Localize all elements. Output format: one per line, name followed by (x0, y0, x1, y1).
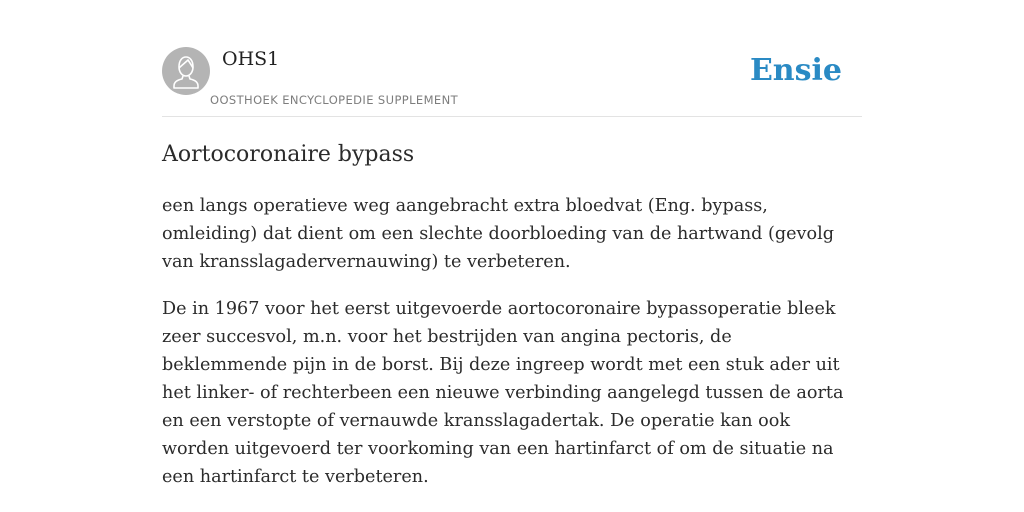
source-name[interactable]: OOSTHOEK ENCYCLOPEDIE SUPPLEMENT (210, 93, 459, 107)
user-avatar-icon[interactable] (162, 47, 210, 95)
article-paragraph: De in 1967 voor het eerst uitgevoerde aortocoronaire bypassoperatie bleek zeer succesvol, m.n. voor het bestrijden van angina pectoris, de beklemmende pijn in de borst. Bij deze ingreep wordt met een stuk ader uit het linker- of rechterbeen een nieuwe verbinding aangelegd tussen de aorta en een verstopte of vernauwde kransslagadertak. De operatie kan ook worden uitgevoerd ter voorkoming van een hartinfarct of om de situatie na een hartinfarct te verbeteren. (162, 299, 844, 487)
article-body (162, 192, 862, 510)
article-paragraph: een langs operatieve weg aangebracht extra bloedvat (Eng. bypass, omleiding) dat dient om een slechte doorbloeding van de hartwand (gevolg van kransslagadervernauwing) te verbeteren. (162, 196, 834, 272)
source-code[interactable]: OHS1 (222, 48, 280, 70)
ensie-logo[interactable]: Ensie (749, 53, 842, 88)
article-title: Aortocoronaire bypass (162, 142, 415, 167)
article-header (162, 46, 862, 117)
